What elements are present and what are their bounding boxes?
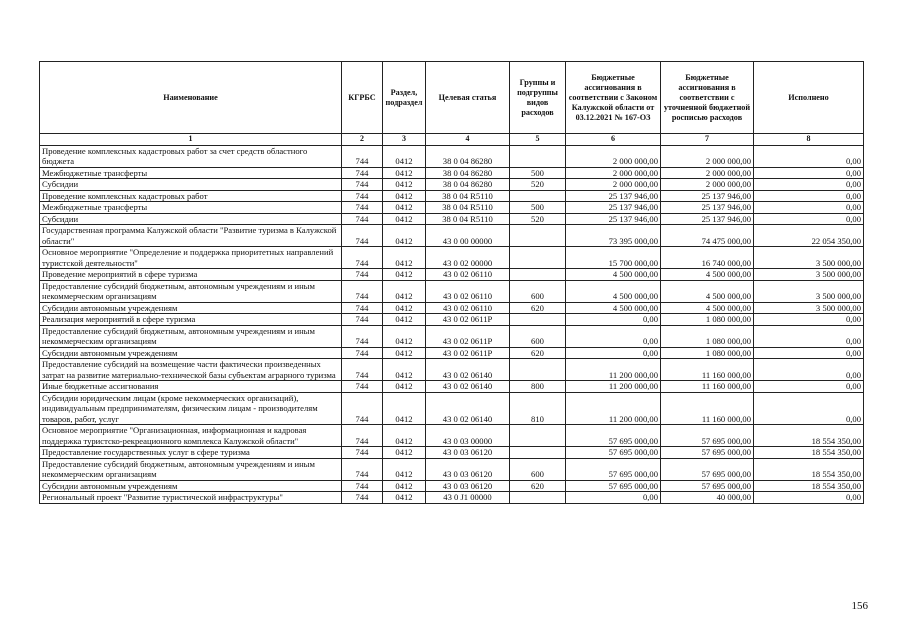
row-budget-law: 4 500 000,00: [566, 280, 661, 302]
table-row: [40, 492, 864, 504]
row-budget-law: 25 137 946,00: [566, 190, 661, 202]
row-name: Субсидии автономным учреждениям: [40, 347, 342, 359]
row-kgrbs: 744: [342, 225, 383, 247]
row-target: 43 0 00 00000: [426, 225, 510, 247]
table-row: [40, 325, 864, 347]
row-name: Предоставление субсидий бюджетным, автономным учреждениям и иным некоммерческим организациям: [40, 325, 342, 347]
table-row: [40, 213, 864, 225]
row-group: 600: [510, 458, 566, 480]
row-section: 0412: [383, 325, 426, 347]
row-section: 0412: [383, 280, 426, 302]
row-executed: 0,00: [754, 179, 864, 191]
row-section: 0412: [383, 425, 426, 447]
row-budget-refined: 40 000,00: [661, 492, 754, 504]
row-section: 0412: [383, 269, 426, 281]
table-body: [40, 145, 864, 503]
row-group: 810: [510, 392, 566, 425]
page-number: 156: [851, 600, 868, 612]
row-section: 0412: [383, 302, 426, 314]
row-group: 800: [510, 381, 566, 393]
row-kgrbs: 744: [342, 325, 383, 347]
row-target: 38 0 04 R5110: [426, 213, 510, 225]
row-budget-law: 11 200 000,00: [566, 381, 661, 393]
row-budget-law: 0,00: [566, 325, 661, 347]
row-section: 0412: [383, 447, 426, 459]
row-name: Региональный проект "Развитие туристической инфраструктуры": [40, 492, 342, 504]
row-group: [510, 145, 566, 167]
row-kgrbs: 744: [342, 302, 383, 314]
row-budget-law: 73 395 000,00: [566, 225, 661, 247]
row-budget-law: 0,00: [566, 492, 661, 504]
row-section: 0412: [383, 247, 426, 269]
row-budget-refined: 11 160 000,00: [661, 359, 754, 381]
row-section: 0412: [383, 190, 426, 202]
row-budget-refined: 2 000 000,00: [661, 145, 754, 167]
row-section: 0412: [383, 492, 426, 504]
column-number: 2: [342, 134, 383, 146]
row-group: 520: [510, 179, 566, 191]
row-executed: 18 554 350,00: [754, 447, 864, 459]
column-number: 5: [510, 134, 566, 146]
row-budget-refined: 16 740 000,00: [661, 247, 754, 269]
row-group: [510, 314, 566, 326]
row-target: 43 0 02 06140: [426, 392, 510, 425]
row-section: 0412: [383, 314, 426, 326]
row-section: 0412: [383, 480, 426, 492]
row-group: 620: [510, 302, 566, 314]
row-kgrbs: 744: [342, 392, 383, 425]
row-budget-law: 57 695 000,00: [566, 425, 661, 447]
table-row: [40, 392, 864, 425]
row-name: Проведение комплексных кадастровых работ: [40, 190, 342, 202]
row-target: 43 0 02 06110: [426, 269, 510, 281]
row-target: 43 0 02 06140: [426, 359, 510, 381]
row-section: 0412: [383, 145, 426, 167]
row-budget-law: 4 500 000,00: [566, 269, 661, 281]
row-budget-law: 15 700 000,00: [566, 247, 661, 269]
row-name: Основное мероприятие "Определение и поддержка приоритетных направлений туристской деятельности": [40, 247, 342, 269]
row-group: 600: [510, 280, 566, 302]
row-executed: 3 500 000,00: [754, 247, 864, 269]
budget-table: [39, 61, 864, 504]
table-row: [40, 202, 864, 214]
header-groups: Группы и подгруппы видов расходов: [510, 62, 566, 134]
column-number: 6: [566, 134, 661, 146]
row-kgrbs: 744: [342, 145, 383, 167]
row-target: 43 0 02 06110: [426, 280, 510, 302]
row-kgrbs: 744: [342, 202, 383, 214]
row-budget-refined: 57 695 000,00: [661, 425, 754, 447]
row-name: Проведение комплексных кадастровых работ за счет средств областного бюджета: [40, 145, 342, 167]
row-budget-refined: 4 500 000,00: [661, 269, 754, 281]
header-kgrbs: КГРБС: [342, 62, 383, 134]
table-row: [40, 167, 864, 179]
row-executed: 0,00: [754, 392, 864, 425]
row-budget-refined: 4 500 000,00: [661, 280, 754, 302]
row-budget-refined: 4 500 000,00: [661, 302, 754, 314]
row-kgrbs: 744: [342, 381, 383, 393]
row-name: Субсидии юридическим лицам (кроме некоммерческих организаций), индивидуальным предпринимателям, физическим лицам - производителям товаров, работ, услуг: [40, 392, 342, 425]
row-kgrbs: 744: [342, 167, 383, 179]
row-target: 43 0 03 06120: [426, 447, 510, 459]
row-name: Межбюджетные трансферты: [40, 202, 342, 214]
table-row: [40, 225, 864, 247]
row-target: 43 0 03 06120: [426, 458, 510, 480]
row-executed: 18 554 350,00: [754, 480, 864, 492]
header-budget-refined: Бюджетные ассигнования в соответствии с уточненной бюджетной росписью расходов: [661, 62, 754, 134]
row-section: 0412: [383, 381, 426, 393]
row-group: 620: [510, 480, 566, 492]
row-target: 38 0 04 86280: [426, 145, 510, 167]
header-executed: Исполнено: [754, 62, 864, 134]
row-kgrbs: 744: [342, 280, 383, 302]
row-budget-refined: 57 695 000,00: [661, 458, 754, 480]
row-group: [510, 190, 566, 202]
row-budget-refined: 1 080 000,00: [661, 325, 754, 347]
row-budget-law: 0,00: [566, 347, 661, 359]
row-name: Субсидии автономным учреждениям: [40, 302, 342, 314]
row-executed: 3 500 000,00: [754, 269, 864, 281]
row-budget-law: 57 695 000,00: [566, 458, 661, 480]
row-name: Проведение мероприятий в сфере туризма: [40, 269, 342, 281]
row-group: [510, 247, 566, 269]
row-executed: 0,00: [754, 202, 864, 214]
row-kgrbs: 744: [342, 480, 383, 492]
row-section: 0412: [383, 458, 426, 480]
column-number: 4: [426, 134, 510, 146]
row-target: 38 0 04 R5110: [426, 190, 510, 202]
header-target: Целевая статья: [426, 62, 510, 134]
row-name: Субсидии: [40, 179, 342, 191]
row-budget-refined: 25 137 946,00: [661, 190, 754, 202]
table-row: [40, 480, 864, 492]
row-budget-law: 25 137 946,00: [566, 213, 661, 225]
row-kgrbs: 744: [342, 314, 383, 326]
row-kgrbs: 744: [342, 179, 383, 191]
table-row: [40, 458, 864, 480]
column-number: 8: [754, 134, 864, 146]
row-kgrbs: 744: [342, 447, 383, 459]
table-row: [40, 179, 864, 191]
row-executed: 3 500 000,00: [754, 302, 864, 314]
row-group: 500: [510, 202, 566, 214]
row-target: 43 0 02 0611Р: [426, 325, 510, 347]
row-budget-refined: 2 000 000,00: [661, 179, 754, 191]
row-budget-refined: 25 137 946,00: [661, 202, 754, 214]
header-budget-law: Бюджетные ассигнования в соответствии с Законом Калужской области от 03.12.2021 № 167-ОЗ: [566, 62, 661, 134]
row-budget-refined: 1 080 000,00: [661, 314, 754, 326]
row-budget-law: 2 000 000,00: [566, 179, 661, 191]
row-target: 43 0 02 00000: [426, 247, 510, 269]
row-executed: 0,00: [754, 190, 864, 202]
row-target: 38 0 04 86280: [426, 167, 510, 179]
row-target: 43 0 02 0611Р: [426, 314, 510, 326]
table-header-row: [40, 62, 864, 134]
row-group: 600: [510, 325, 566, 347]
table-row: [40, 359, 864, 381]
row-budget-law: 11 200 000,00: [566, 359, 661, 381]
row-budget-refined: 25 137 946,00: [661, 213, 754, 225]
row-kgrbs: 744: [342, 347, 383, 359]
row-executed: 0,00: [754, 347, 864, 359]
row-budget-law: 2 000 000,00: [566, 167, 661, 179]
row-executed: 0,00: [754, 325, 864, 347]
row-group: [510, 269, 566, 281]
row-section: 0412: [383, 213, 426, 225]
row-name: Субсидии: [40, 213, 342, 225]
row-group: 500: [510, 167, 566, 179]
row-executed: 0,00: [754, 381, 864, 393]
row-target: 43 0 02 06140: [426, 381, 510, 393]
row-executed: 0,00: [754, 314, 864, 326]
row-kgrbs: 744: [342, 492, 383, 504]
table-row: [40, 314, 864, 326]
row-name: Реализация мероприятий в сфере туризма: [40, 314, 342, 326]
row-executed: 22 054 350,00: [754, 225, 864, 247]
row-name: Предоставление государственных услуг в сфере туризма: [40, 447, 342, 459]
table-row: [40, 381, 864, 393]
row-group: [510, 225, 566, 247]
row-name: Субсидии автономным учреждениям: [40, 480, 342, 492]
row-target: 38 0 04 86280: [426, 179, 510, 191]
row-budget-refined: 57 695 000,00: [661, 447, 754, 459]
column-number: 3: [383, 134, 426, 146]
table-row: [40, 145, 864, 167]
row-kgrbs: 744: [342, 190, 383, 202]
row-name: Основное мероприятие "Организационная, информационная и кадровая поддержка туристско-рекреационного комплекса Калужской области": [40, 425, 342, 447]
row-executed: 0,00: [754, 145, 864, 167]
table-row: [40, 269, 864, 281]
table-row: [40, 347, 864, 359]
row-kgrbs: 744: [342, 359, 383, 381]
row-group: [510, 425, 566, 447]
row-budget-refined: 57 695 000,00: [661, 480, 754, 492]
table-row: [40, 280, 864, 302]
row-executed: 0,00: [754, 492, 864, 504]
row-name: Иные бюджетные ассигнования: [40, 381, 342, 393]
row-section: 0412: [383, 179, 426, 191]
row-budget-refined: 1 080 000,00: [661, 347, 754, 359]
row-target: 43 0 02 06110: [426, 302, 510, 314]
row-executed: 3 500 000,00: [754, 280, 864, 302]
row-section: 0412: [383, 202, 426, 214]
row-section: 0412: [383, 167, 426, 179]
row-target: 43 0 03 00000: [426, 425, 510, 447]
column-number: 7: [661, 134, 754, 146]
row-budget-refined: 74 475 000,00: [661, 225, 754, 247]
row-target: 38 0 04 R5110: [426, 202, 510, 214]
row-kgrbs: 744: [342, 425, 383, 447]
row-budget-law: 25 137 946,00: [566, 202, 661, 214]
row-kgrbs: 744: [342, 458, 383, 480]
table-row: [40, 247, 864, 269]
row-target: 43 0 02 0611Р: [426, 347, 510, 359]
row-executed: 18 554 350,00: [754, 425, 864, 447]
row-budget-law: 0,00: [566, 314, 661, 326]
table-row: [40, 425, 864, 447]
row-group: [510, 447, 566, 459]
row-group: [510, 492, 566, 504]
header-name: Наименование: [40, 62, 342, 134]
row-budget-law: 2 000 000,00: [566, 145, 661, 167]
row-budget-law: 57 695 000,00: [566, 480, 661, 492]
row-name: Предоставление субсидий бюджетным, автономным учреждениям и иным некоммерческим организациям: [40, 280, 342, 302]
row-section: 0412: [383, 347, 426, 359]
table-row: [40, 190, 864, 202]
column-number-row: [40, 134, 864, 146]
row-name: Предоставление субсидий бюджетным, автономным учреждениям и иным некоммерческим организациям: [40, 458, 342, 480]
row-budget-law: 11 200 000,00: [566, 392, 661, 425]
row-executed: 0,00: [754, 359, 864, 381]
row-budget-refined: 11 160 000,00: [661, 381, 754, 393]
row-kgrbs: 744: [342, 213, 383, 225]
row-name: Государственная программа Калужской области "Развитие туризма в Калужской области": [40, 225, 342, 247]
table-row: [40, 302, 864, 314]
row-group: [510, 359, 566, 381]
row-executed: 0,00: [754, 167, 864, 179]
column-number: 1: [40, 134, 342, 146]
row-executed: 0,00: [754, 213, 864, 225]
row-budget-refined: 11 160 000,00: [661, 392, 754, 425]
row-section: 0412: [383, 392, 426, 425]
row-group: 620: [510, 347, 566, 359]
header-section: Раздел, подраздел: [383, 62, 426, 134]
row-name: Предоставление субсидий на возмещение части фактически произведенных затрат на развитие материально-технической базы субъектам аграрного туризма: [40, 359, 342, 381]
table-row: [40, 447, 864, 459]
row-section: 0412: [383, 359, 426, 381]
row-section: 0412: [383, 225, 426, 247]
row-name: Межбюджетные трансферты: [40, 167, 342, 179]
row-target: 43 0 J1 00000: [426, 492, 510, 504]
row-budget-refined: 2 000 000,00: [661, 167, 754, 179]
row-group: 520: [510, 213, 566, 225]
row-kgrbs: 744: [342, 269, 383, 281]
row-kgrbs: 744: [342, 247, 383, 269]
row-target: 43 0 03 06120: [426, 480, 510, 492]
row-executed: 18 554 350,00: [754, 458, 864, 480]
row-budget-law: 4 500 000,00: [566, 302, 661, 314]
row-budget-law: 57 695 000,00: [566, 447, 661, 459]
